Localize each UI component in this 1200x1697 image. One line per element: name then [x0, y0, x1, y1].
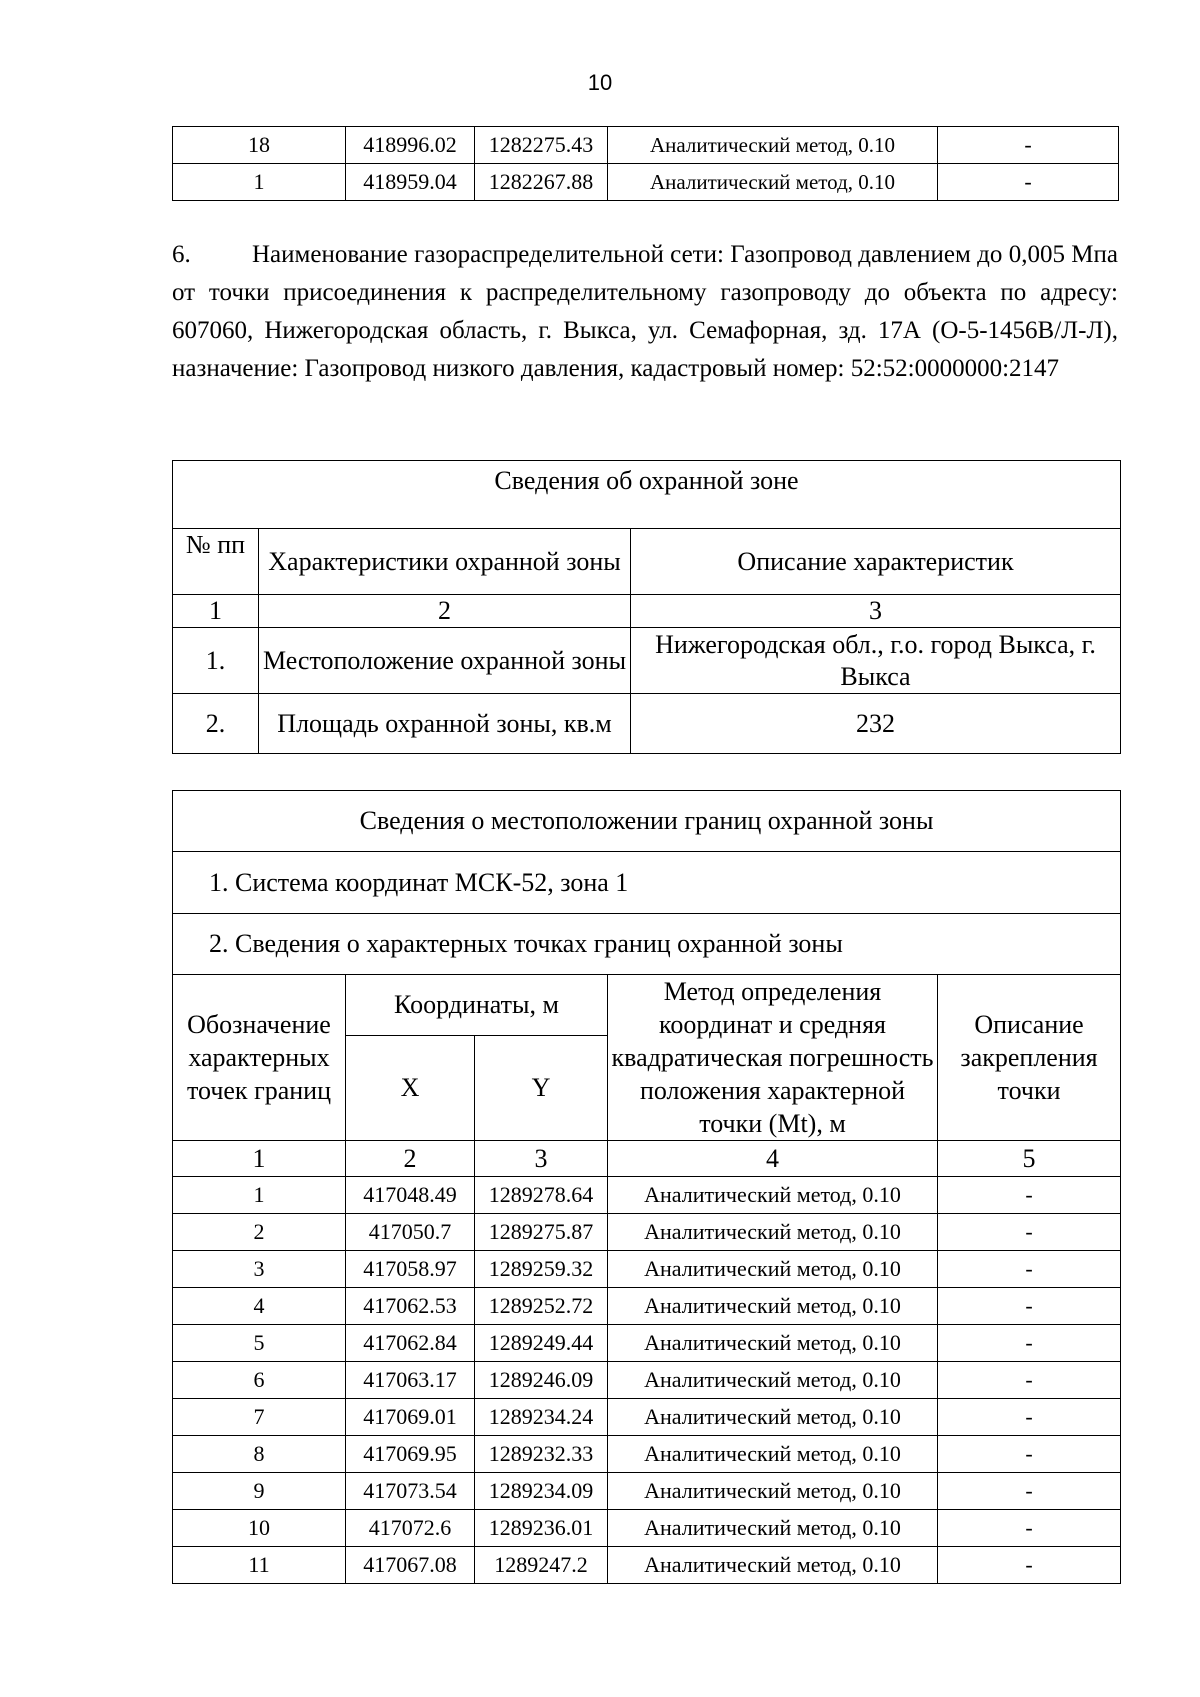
- y-value: 1289234.09: [475, 1473, 608, 1510]
- zone-header-number: № пп: [173, 529, 259, 595]
- table-row: [173, 1473, 1121, 1510]
- header-points: Обозначение характерных точек границ: [173, 975, 346, 1141]
- zone-row-2-number: 2.: [173, 694, 259, 754]
- method: Аналитический метод, 0.10: [608, 1177, 938, 1214]
- x-value: 417050.7: [346, 1214, 475, 1251]
- y-value: 1289278.64: [475, 1177, 608, 1214]
- point-number: 8: [173, 1436, 346, 1473]
- col-number-3: 3: [475, 1141, 608, 1177]
- point-number: 3: [173, 1251, 346, 1288]
- zone-row-2-value: 232: [631, 694, 1121, 754]
- zone-table-title: Сведения об охранной зоне: [173, 461, 1121, 529]
- header-method: Метод определения координат и средняя квадратическая погрешность положения характерной точки (Mt), м: [608, 975, 938, 1141]
- table-row: [173, 1399, 1121, 1436]
- description: -: [938, 1251, 1121, 1288]
- protection-zone-table: [172, 460, 1121, 754]
- col-number-1: 1: [173, 1141, 346, 1177]
- description: -: [938, 1399, 1121, 1436]
- point-number: 1: [173, 1177, 346, 1214]
- description: -: [938, 1288, 1121, 1325]
- header-coordinates: Координаты, м: [346, 975, 608, 1036]
- zone-col-number-1: 1: [173, 595, 259, 628]
- point-number: 18: [173, 127, 346, 164]
- y-value: 1282275.43: [475, 127, 608, 164]
- y-value: 1289249.44: [475, 1325, 608, 1362]
- zone-row-1-value: Нижегородская обл., г.о. город Выкса, г. Выкса: [631, 628, 1121, 694]
- table-row: [173, 1362, 1121, 1399]
- table-row: [173, 1288, 1121, 1325]
- zone-boundary-points-table: [172, 790, 1121, 1584]
- x-value: 417072.6: [346, 1510, 475, 1547]
- method: Аналитический метод, 0.10: [608, 1473, 938, 1510]
- x-value: 417067.08: [346, 1547, 475, 1584]
- page-number: 10: [587, 70, 613, 95]
- description: -: [938, 1214, 1121, 1251]
- method: Аналитический метод, 0.10: [608, 164, 938, 201]
- y-value: 1289247.2: [475, 1547, 608, 1584]
- col-number-2: 2: [346, 1141, 475, 1177]
- method: Аналитический метод, 0.10: [608, 1214, 938, 1251]
- method: Аналитический метод, 0.10: [608, 1436, 938, 1473]
- zone-row-2-name: Площадь охранной зоны, кв.м: [259, 694, 631, 754]
- x-value: 417073.54: [346, 1473, 475, 1510]
- zone-header-characteristic: Характеристики охранной зоны: [259, 529, 631, 595]
- section-number: 6.: [172, 241, 191, 268]
- x-value: 417048.49: [346, 1177, 475, 1214]
- x-value: 417062.84: [346, 1325, 475, 1362]
- description: -: [938, 164, 1119, 201]
- method: Аналитический метод, 0.10: [608, 1251, 938, 1288]
- zone-col-number-2: 2: [259, 595, 631, 628]
- description: -: [938, 1473, 1121, 1510]
- col-number-5: 5: [938, 1141, 1121, 1177]
- point-number: 9: [173, 1473, 346, 1510]
- point-number: 4: [173, 1288, 346, 1325]
- points-subtitle: 2. Сведения о характерных точках границ охранной зоны: [173, 914, 1121, 975]
- method: Аналитический метод, 0.10: [608, 1288, 938, 1325]
- y-value: 1289234.24: [475, 1399, 608, 1436]
- x-value: 417069.95: [346, 1436, 475, 1473]
- table-row: [173, 1547, 1121, 1584]
- header-description: Описание закрепления точки: [938, 975, 1121, 1141]
- y-value: 1289275.87: [475, 1214, 608, 1251]
- description: -: [938, 1362, 1121, 1399]
- zone-col-number-3: 3: [631, 595, 1121, 628]
- description: -: [938, 1547, 1121, 1584]
- x-value: 418959.04: [346, 164, 475, 201]
- x-value: 417062.53: [346, 1288, 475, 1325]
- table-row: [173, 127, 1119, 164]
- description: -: [938, 1510, 1121, 1547]
- x-value: 417063.17: [346, 1362, 475, 1399]
- description: -: [938, 1325, 1121, 1362]
- table-row: [173, 164, 1119, 201]
- description: -: [938, 1436, 1121, 1473]
- coordinate-system: 1. Система координат МСК-52, зона 1: [173, 852, 1121, 914]
- method: Аналитический метод, 0.10: [608, 1399, 938, 1436]
- y-value: 1289252.72: [475, 1288, 608, 1325]
- point-number: 7: [173, 1399, 346, 1436]
- method: Аналитический метод, 0.10: [608, 1362, 938, 1399]
- y-value: 1289246.09: [475, 1362, 608, 1399]
- y-value: 1289236.01: [475, 1510, 608, 1547]
- table-row: [173, 1510, 1121, 1547]
- method: Аналитический метод, 0.10: [608, 1325, 938, 1362]
- points-table-title: Сведения о местоположении границ охранной зоны: [173, 791, 1121, 852]
- y-value: 1289259.32: [475, 1251, 608, 1288]
- point-number: 6: [173, 1362, 346, 1399]
- point-number: 11: [173, 1547, 346, 1584]
- section-text: Наименование газораспределительной сети: Газопровод давлением до 0,005 Мпа от точки присоединения к распределительному газопроводу до объекта по адресу: 607060, Нижегородская область, г. Выкса, ул. Семафорная, зд. 17А (О-5-1456В/Л-Л), назначение: Газопровод низкого давления, кадастровый номер: 52:52:0000000:2147: [172, 241, 1118, 382]
- x-value: 417069.01: [346, 1399, 475, 1436]
- x-value: 418996.02: [346, 127, 475, 164]
- method: Аналитический метод, 0.10: [608, 1510, 938, 1547]
- table-row: [173, 1251, 1121, 1288]
- y-value: 1282267.88: [475, 164, 608, 201]
- description: -: [938, 127, 1119, 164]
- table-row: [173, 1436, 1121, 1473]
- point-number: 10: [173, 1510, 346, 1547]
- header-y: Y: [475, 1036, 608, 1141]
- method: Аналитический метод, 0.10: [608, 127, 938, 164]
- header-x: X: [346, 1036, 475, 1141]
- table-row: [173, 1325, 1121, 1362]
- method: Аналитический метод, 0.10: [608, 1547, 938, 1584]
- coordinates-table-continued: [172, 126, 1119, 201]
- point-number: 5: [173, 1325, 346, 1362]
- section-6-paragraph: [172, 236, 1118, 388]
- table-row: [173, 1177, 1121, 1214]
- point-number: 1: [173, 164, 346, 201]
- zone-header-description: Описание характеристик: [631, 529, 1121, 595]
- point-number: 2: [173, 1214, 346, 1251]
- description: -: [938, 1177, 1121, 1214]
- table-row: [173, 1214, 1121, 1251]
- col-number-4: 4: [608, 1141, 938, 1177]
- zone-row-1-name: Местоположение охранной зоны: [259, 628, 631, 694]
- zone-row-1-number: 1.: [173, 628, 259, 694]
- y-value: 1289232.33: [475, 1436, 608, 1473]
- x-value: 417058.97: [346, 1251, 475, 1288]
